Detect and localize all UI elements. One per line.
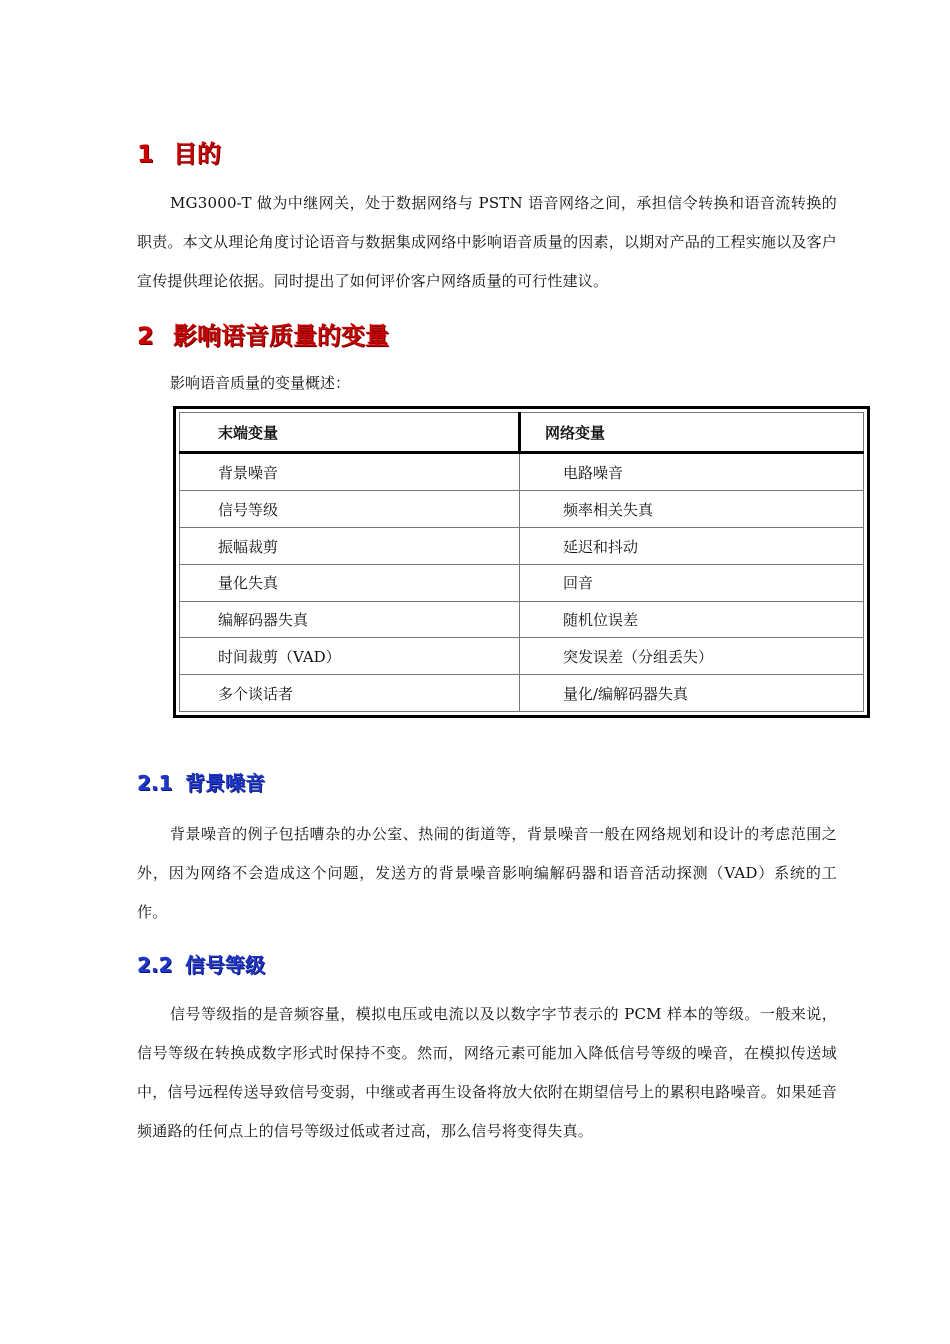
section-1-title: 目的 xyxy=(173,140,221,168)
section-2-2-heading xyxy=(137,949,265,978)
table-header-row xyxy=(180,413,864,453)
table-cell: 突发误差（分组丢失） xyxy=(520,638,864,675)
table-cell: 回音 xyxy=(520,564,864,601)
table-cell: 随机位误差 xyxy=(520,601,864,638)
section-1-heading xyxy=(137,134,221,169)
table-cell: 背景噪音 xyxy=(180,453,520,491)
header-endpoint-variables: 末端变量 xyxy=(180,413,520,453)
table-row xyxy=(180,528,864,565)
table-cell: 编解码器失真 xyxy=(180,601,520,638)
table-cell: 多个谈话者 xyxy=(180,675,520,712)
section-1-number: 1 xyxy=(137,140,154,168)
table-cell: 振幅裁剪 xyxy=(180,528,520,565)
section-2-heading xyxy=(137,316,389,351)
table-row xyxy=(180,675,864,712)
table-row xyxy=(180,564,864,601)
header-network-variables: 网络变量 xyxy=(520,413,864,453)
section-2-1-heading xyxy=(137,767,265,796)
table-cell: 量化/编解码器失真 xyxy=(520,675,864,712)
table-row xyxy=(180,453,864,491)
table-cell: 电路噪音 xyxy=(520,453,864,491)
section-2-2-paragraph: 信号等级指的是音频容量，模拟电压或电流以及以数字字节表示的 PCM 样本的等级。一般来说，信号等级在转换成数字形式时保持不变。然而，网络元素可能加入降低信号等级的噪音，在模拟传送域中，信号远程传送导致信号变弱，中继或者再生设备将放大依附在期望信号上的累积电路噪音。如果延音频通路的任何点上的信号等级过低或者过高，那么信号将变得失真。 xyxy=(137,1005,837,1140)
section-2-title: 影响语音质量的变量 xyxy=(173,322,389,350)
table-cell: 延迟和抖动 xyxy=(520,528,864,565)
section-2-2-title: 信号等级 xyxy=(185,953,265,977)
table-cell: 量化失真 xyxy=(180,564,520,601)
section-2-1-title: 背景噪音 xyxy=(185,771,265,795)
section-2-1-paragraph: 背景噪音的例子包括嘈杂的办公室、热闹的街道等，背景噪音一般在网络规划和设计的考虑范围之外，因为网络不会造成这个问题，发送方的背景噪音影响编解码器和语音活动探测（VAD）系统的工作。 xyxy=(137,825,837,921)
section-1-paragraph: MG3000-T 做为中继网关，处于数据网络与 PSTN 语音网络之间，承担信令转换和语音流转换的职责。本文从理论角度讨论语音与数据集成网络中影响语音质量的因素，以期对产品的工程实施以及客户宣传提供理论依据。同时提出了如何评价客户网络质量的可行性建议。 xyxy=(137,194,837,290)
section-2-number: 2 xyxy=(137,322,154,350)
table-row xyxy=(180,491,864,528)
table-row xyxy=(180,601,864,638)
section-2-intro: 影响语音质量的变量概述： xyxy=(170,374,351,392)
table-cell: 频率相关失真 xyxy=(520,491,864,528)
table-row xyxy=(180,638,864,675)
variables-table xyxy=(179,412,864,712)
variables-table-frame xyxy=(173,406,870,718)
section-2-2-number: 2.2 xyxy=(137,953,173,977)
table-cell: 信号等级 xyxy=(180,491,520,528)
section-2-1-number: 2.1 xyxy=(137,771,173,795)
table-cell: 时间裁剪（VAD） xyxy=(180,638,520,675)
